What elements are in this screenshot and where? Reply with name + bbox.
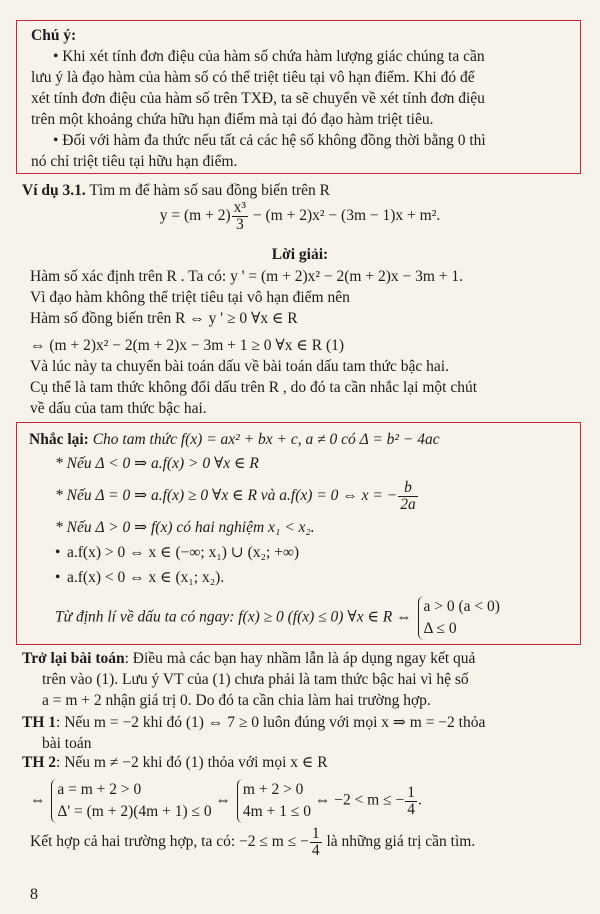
reminder-intro [29,429,570,450]
solution-line: Vì đạo hàm không thể triệt tiêu tại vô hạn điểm nên [30,289,350,306]
system-row: 4m + 1 ≤ 0 [242,803,311,820]
fraction-denominator: 3 [235,216,244,233]
th1-label: TH 1 [22,714,57,731]
th1-text: : Nếu m = −2 khi đó (1) ⇔ 7 ≥ 0 luôn đúng với mọi x ⇒ m = −2 thỏa [56,714,486,731]
fraction-numerator: 1 [311,825,320,842]
theorem-system [418,596,500,640]
back-line: trên vào (1). Lưu ý VT của (1) chưa phải là tam thức bậc hai vì hệ số [42,671,469,688]
note-line: • Đối với hàm đa thức nếu tất cả các hệ số không đồng thời bằng 0 thì [53,132,486,149]
solution-line: Hàm số đồng biến trên R ⇔ y ' ≥ 0 ∀x ∈ R [30,310,298,327]
conclusion-text: Kết hợp cả hai trường hợp, ta có: −2 ≤ m ≤ − [30,833,309,851]
theorem-text: Từ định lí về dấu ta có ngay: f(x) ≥ 0 (f(x) ≤ 0) ∀x ∈ R ⇔ [55,608,412,626]
system-row: Δ ≤ 0 [423,620,457,637]
bullet-2-text: a.f(x) < 0 ⇔ x ∈ (x₁; x₂). [67,569,225,586]
note-line: • Khi xét tính đơn điệu của hàm số chứa hàm lượng giác chúng ta cần [53,48,485,65]
th2-label: TH 2 [22,754,57,771]
fraction-denominator: 4 [407,800,415,818]
note-title: Chú ý: [31,27,77,44]
reminder-case-1: * Nếu Δ < 0 ⇒ a.f(x) > 0 ∀x ∈ R [55,455,259,472]
page-number: 8 [30,886,38,903]
solution-line: Hàm số xác định trên R . Ta có: y ' = (m + 2)x² − 2(m + 2)x − 3m + 1. [30,268,464,285]
reminder-case-2 [29,480,570,513]
note-box [16,20,581,174]
fraction-numerator: b [398,480,418,497]
fraction-denominator: 2a [400,496,416,513]
solution-line: ⇔ (m + 2)x² − 2(m + 2)x − 3m + 1 ≥ 0 ∀x ∈ R (1) [30,337,345,354]
reminder-theorem [29,596,570,640]
system-row: m + 2 > 0 [242,781,304,798]
note-line: nó chỉ triệt tiêu tại hữu hạn điểm. [31,153,238,170]
fraction-denominator: 4 [311,842,320,859]
back-to-problem [22,648,582,711]
bullet-icon: • [55,569,61,586]
reminder-bullet-2 [29,567,570,588]
system-row: a > 0 (a < 0) [423,598,500,615]
equation-fraction [232,200,248,233]
back-label: Trở lại bài toán [22,650,125,667]
reminder-intro-text: Cho tam thức f(x) = ax² + bx + c, a ≠ 0 có Δ = b² − 4ac [88,431,440,448]
conclusion [30,826,575,859]
th2-result-end: . [418,791,422,809]
system-row: Δ' = (m + 2)(4m + 1) ≤ 0 [57,803,212,820]
conclusion-end: là những giá trị cần tìm. [322,833,476,851]
case-2-text: * Nếu Δ = 0 ⇒ a.f(x) ≥ 0 ∀x ∈ R và a.f(x) = 0 ⇔ x = − [55,487,398,505]
back-text: : Điều mà các bạn hay nhầm lẫn là áp dụng ngay kết quả [124,650,476,667]
case-2-fraction [398,480,418,513]
th2-text: : Nếu m ≠ −2 khi đó (1) thỏa với mọi x ∈ R [56,754,328,771]
case-th1 [22,712,582,754]
bullet-1-text: a.f(x) > 0 ⇔ x ∈ (−∞; x₁) ∪ (x₂; +∞) [67,544,300,561]
reminder-case-3: * Nếu Δ > 0 ⇒ f(x) có hai nghiệm x₁ < x₂. [55,519,315,536]
fraction-numerator: x³ [233,199,247,216]
th1-line: bài toán [42,735,92,752]
example-text: Tìm m để hàm số sau đồng biến trên R [85,182,330,199]
fraction-numerator: 1 [407,783,415,801]
reminder-box [16,422,581,645]
system-row: a = m + 2 > 0 [57,781,142,798]
case-th2 [22,752,582,823]
system-1 [51,779,211,823]
bullet-icon: • [55,544,61,561]
back-line: a = m + 2 nhận giá trị 0. Do đó ta cần chia làm hai trường hợp. [42,692,431,709]
reminder-bullet-1 [29,542,570,563]
solution-heading: Lời giải: [271,246,329,263]
example-equation [0,200,600,233]
conclusion-fraction [310,826,322,859]
note-line: lưu ý là đạo hàm của hàm số có thể triệt tiêu tại vô hạn điểm. Khi đó để [31,69,475,86]
note-line: trên một khoảng chứa hữu hạn điểm mà tại đó đạo hàm triệt tiêu. [31,111,434,128]
solution-line: Và lúc này ta chuyển bài toán dấu về bài toán dấu tam thức bậc hai. [30,358,449,375]
example-label: Ví dụ 3.1. [22,182,86,199]
equiv-symbol: ⇔ [30,791,46,809]
solution-body [30,266,575,419]
th2-result-fraction [405,785,417,818]
reminder-label: Nhắc lại: [29,431,89,448]
equation-right: − (m + 2)x² − (3m − 1)x + m². [249,207,441,225]
note-line: xét tính đơn điệu của hàm số trên TXĐ, ta sẽ chuyển về xét tính đơn điệu [31,90,485,107]
system-2 [237,779,311,823]
solution-line: về dấu của tam thức bậc hai. [30,400,207,417]
equation-left: y = (m + 2) [159,207,231,225]
th2-result: ⇔ −2 < m ≤ − [314,791,405,809]
th2-systems [22,779,582,823]
equiv-symbol: ⇔ [215,791,232,809]
example-heading [22,180,567,201]
solution-line: Cụ thể là tam thức không đổi dấu trên R , do đó ta cần nhắc lại một chút [30,379,478,396]
